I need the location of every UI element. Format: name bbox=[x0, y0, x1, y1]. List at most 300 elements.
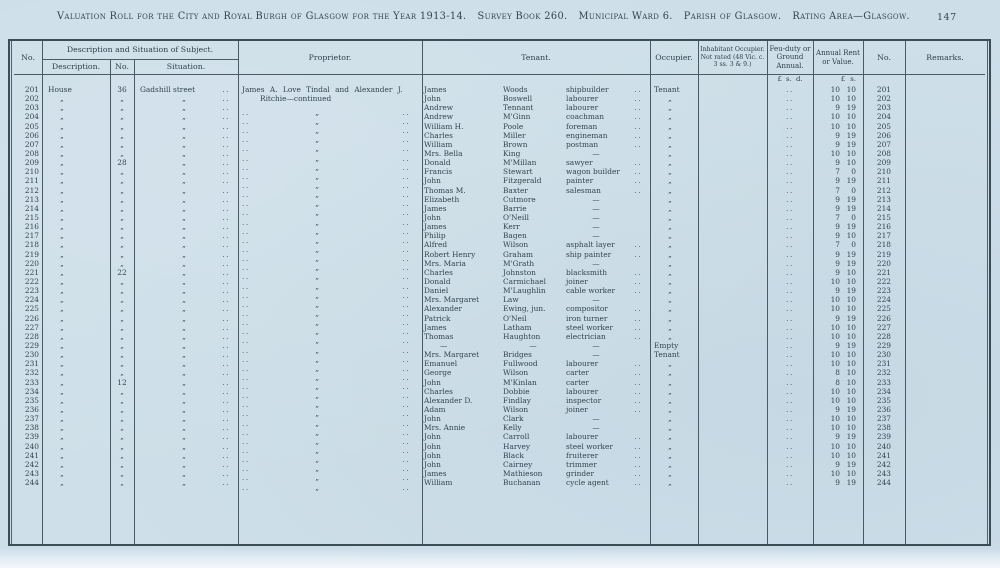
cell-tenant-occupation: — bbox=[592, 350, 600, 360]
cell-rent-pounds: 8 bbox=[835, 368, 840, 378]
cell-tenant-occupation: iron turner bbox=[566, 313, 608, 323]
proprietor-right-dots: .. bbox=[402, 436, 410, 446]
cell-entry-no-right: 204 bbox=[876, 112, 891, 122]
cell-tenant-forename: John bbox=[424, 176, 441, 186]
header-description-group: Description and Situation of Subject. bbox=[66, 45, 214, 55]
cell-description: „ bbox=[60, 414, 64, 424]
cell-description: „ bbox=[60, 432, 64, 442]
cell-tenant-forename: Alexander D. bbox=[424, 395, 473, 405]
proprietor-right-dots: .. bbox=[402, 281, 410, 291]
cell-occupier: „ bbox=[668, 277, 672, 287]
cell-tenant-occupation: sawyer bbox=[566, 158, 593, 168]
cell-tenant-occupation: cable worker bbox=[566, 286, 616, 296]
proprietor-text: „ bbox=[315, 135, 320, 145]
proprietor-left-dots: .. bbox=[242, 372, 250, 382]
situation-leader-dots: .. bbox=[222, 213, 230, 223]
cell-street-no: „ bbox=[120, 322, 124, 332]
tenant-leader-dots: .. bbox=[634, 121, 642, 131]
situation-leader-dots: .. bbox=[222, 203, 230, 213]
cell-rent-shillings: 10 bbox=[846, 468, 856, 478]
cell-street-no: „ bbox=[120, 213, 124, 223]
cell-rent-pounds: 9 bbox=[835, 267, 840, 277]
cell-situation bbox=[134, 122, 238, 131]
cell-tenant-occupation: — bbox=[592, 258, 600, 268]
proprietor-text: „ bbox=[315, 363, 320, 373]
cell-description: „ bbox=[60, 231, 64, 241]
proprietor-left-dots: .. bbox=[242, 107, 250, 117]
cell-situation bbox=[134, 460, 238, 469]
proprietor-left-dots: .. bbox=[242, 446, 250, 456]
cell-feu-duty: .. bbox=[786, 459, 794, 469]
cell-tenant-surname: Miller bbox=[503, 130, 526, 140]
cell-rent-shillings: 0 bbox=[851, 185, 856, 195]
cell-entry-no-right: 232 bbox=[876, 368, 891, 378]
proprietor-right-dots: .. bbox=[402, 254, 410, 264]
situation-leader-dots: .. bbox=[222, 267, 230, 277]
cell-tenant-forename: Thomas bbox=[424, 331, 454, 341]
proprietor-right-dots: .. bbox=[402, 455, 410, 465]
proprietor-left-dots: .. bbox=[242, 153, 250, 163]
cell-rent-shillings: 10 bbox=[846, 121, 856, 131]
situation-text: „ bbox=[182, 176, 186, 186]
cell-tenant-forename: Charles bbox=[424, 130, 453, 140]
cell-occupier: „ bbox=[668, 249, 672, 259]
proprietor-right-dots: .. bbox=[402, 336, 410, 346]
proprietor-left-dots: .. bbox=[242, 199, 250, 209]
cell-tenant-surname: Law bbox=[503, 295, 519, 305]
cell-tenant-forename: Elizabeth bbox=[424, 194, 460, 204]
feu-units-label: £ s. d. bbox=[777, 75, 803, 83]
cell-tenant-occupation: — bbox=[592, 341, 600, 350]
cell-description: „ bbox=[60, 359, 64, 369]
cell-entry-no-right: 221 bbox=[876, 267, 891, 277]
proprietor-text: „ bbox=[315, 254, 320, 264]
cell-entry-no: 243 bbox=[24, 468, 39, 478]
cell-situation bbox=[134, 158, 238, 167]
tenant-leader-dots: .. bbox=[634, 277, 642, 287]
cell-feu-duty: .. bbox=[786, 395, 794, 405]
cell-feu-duty: .. bbox=[786, 368, 794, 378]
proprietor-left-dots: .. bbox=[242, 363, 250, 373]
situation-text: „ bbox=[182, 478, 186, 488]
cell-rent-shillings: 19 bbox=[846, 341, 856, 350]
cell-tenant-surname: Clark bbox=[503, 414, 524, 424]
cell-description: „ bbox=[60, 121, 64, 131]
cell-entry-no-right: 224 bbox=[876, 295, 891, 305]
cell-feu-duty: .. bbox=[786, 130, 794, 140]
cell-feu-duty: .. bbox=[786, 386, 794, 396]
cell-feu-duty: .. bbox=[786, 94, 794, 104]
cell-street-no: „ bbox=[120, 176, 124, 186]
cell-tenant-surname: Harvey bbox=[503, 441, 531, 451]
proprietor-left-dots: .. bbox=[242, 135, 250, 145]
cell-street-no: „ bbox=[120, 130, 124, 140]
tenant-leader-dots: .. bbox=[634, 450, 642, 460]
cell-street-no: „ bbox=[120, 414, 124, 424]
valuation-table bbox=[8, 39, 991, 546]
cell-rent-pounds: 9 bbox=[835, 176, 840, 186]
situation-text: „ bbox=[182, 277, 186, 287]
cell-street-no: „ bbox=[120, 222, 124, 232]
situation-text: „ bbox=[182, 359, 186, 369]
cell-occupier: „ bbox=[668, 258, 672, 268]
cell-entry-no: 214 bbox=[24, 203, 39, 213]
cell-entry-no: 218 bbox=[24, 240, 39, 250]
cell-description: „ bbox=[60, 94, 64, 104]
cell-occupier: „ bbox=[668, 368, 672, 378]
cell-rent-pounds: 10 bbox=[830, 121, 840, 131]
cell-tenant-occupation: joiner bbox=[566, 277, 588, 287]
situation-leader-dots: .. bbox=[222, 277, 230, 287]
cell-tenant-occupation: — bbox=[592, 295, 600, 305]
situation-leader-dots: .. bbox=[222, 368, 230, 378]
cell-tenant-surname: Carroll bbox=[503, 432, 530, 442]
cell-occupier: „ bbox=[668, 295, 672, 305]
cell-rent-pounds: 9 bbox=[835, 459, 840, 469]
cell-rent-shillings: 10 bbox=[846, 331, 856, 341]
cell-occupier: „ bbox=[668, 395, 672, 405]
situation-text: „ bbox=[182, 459, 186, 469]
proprietor-text: „ bbox=[315, 263, 320, 273]
proprietor-right-dots: .. bbox=[402, 116, 410, 126]
situation-text: „ bbox=[182, 240, 186, 250]
cell-situation bbox=[134, 112, 238, 121]
cell-street-no: „ bbox=[120, 167, 124, 177]
proprietor-right-dots: .. bbox=[402, 107, 410, 117]
cell-entry-no: 222 bbox=[24, 277, 39, 287]
cell-entry-no-right: 244 bbox=[876, 478, 891, 488]
cell-situation bbox=[134, 332, 238, 341]
cell-entry-no: 240 bbox=[24, 441, 39, 451]
cell-rent-pounds: 10 bbox=[830, 112, 840, 122]
proprietor-right-dots: .. bbox=[402, 244, 410, 254]
cell-entry-no-right: 222 bbox=[876, 277, 891, 287]
situation-leader-dots: .. bbox=[222, 194, 230, 204]
situation-text: „ bbox=[182, 295, 186, 305]
cell-feu-duty: .. bbox=[786, 167, 794, 177]
situation-text: „ bbox=[182, 368, 186, 378]
cell-entry-no-right: 230 bbox=[876, 350, 891, 360]
proprietor-right-dots: .. bbox=[402, 464, 410, 474]
cell-street-no: „ bbox=[120, 368, 124, 378]
cell-tenant-forename: Charles bbox=[424, 386, 453, 396]
cell-situation bbox=[134, 204, 238, 213]
cell-entry-no-right: 228 bbox=[876, 331, 891, 341]
tenant-leader-dots: .. bbox=[634, 478, 642, 488]
situation-leader-dots: .. bbox=[222, 112, 230, 122]
cell-occupier: „ bbox=[668, 441, 672, 451]
cell-rent-shillings: 10 bbox=[846, 395, 856, 405]
cell-tenant-occupation: steel worker bbox=[566, 441, 613, 451]
cell-occupier: „ bbox=[668, 112, 672, 122]
cell-tenant-forename: Donald bbox=[424, 277, 451, 287]
cell-tenant-occupation: foreman bbox=[566, 121, 598, 131]
cell-description: „ bbox=[60, 341, 64, 350]
proprietor-right-dots: .. bbox=[402, 235, 410, 245]
situation-leader-dots: .. bbox=[222, 468, 230, 478]
cell-entry-no-right: 233 bbox=[876, 377, 891, 387]
cell-tenant-occupation: salesman bbox=[566, 185, 601, 195]
cell-tenant-forename: Mrs. Bella bbox=[424, 149, 463, 159]
header-no-right: No. bbox=[877, 52, 891, 62]
proprietor-left-dots: .. bbox=[242, 116, 250, 126]
cell-rent-pounds: 9 bbox=[835, 130, 840, 140]
units-row bbox=[14, 74, 985, 85]
cell-tenant-surname: Cairney bbox=[503, 459, 533, 469]
situation-leader-dots: .. bbox=[222, 231, 230, 241]
situation-text: „ bbox=[182, 112, 186, 122]
cell-description: „ bbox=[60, 404, 64, 414]
cell-tenant-forename: Mrs. Annie bbox=[424, 423, 466, 433]
cell-occupier: „ bbox=[668, 404, 672, 414]
cell-rent-pounds: 10 bbox=[830, 322, 840, 332]
cell-feu-duty: .. bbox=[786, 350, 794, 360]
proprietor-text: „ bbox=[315, 418, 320, 428]
cell-occupier: „ bbox=[668, 103, 672, 113]
tenant-leader-dots: .. bbox=[634, 331, 642, 341]
cell-description: „ bbox=[60, 395, 64, 405]
situation-text: „ bbox=[182, 450, 186, 460]
cell-entry-no: 236 bbox=[24, 404, 39, 414]
proprietor-left-dots: .. bbox=[242, 299, 250, 309]
situation-text: „ bbox=[182, 322, 186, 332]
cell-entry-no: 237 bbox=[24, 414, 39, 424]
cell-rent-pounds: 10 bbox=[830, 441, 840, 451]
cell-occupier: „ bbox=[668, 139, 672, 149]
cell-description: „ bbox=[60, 468, 64, 478]
cell-description: „ bbox=[60, 130, 64, 140]
cell-tenant-surname: Carmichael bbox=[503, 277, 547, 287]
header-remarks: Remarks. bbox=[926, 52, 964, 62]
cell-feu-duty: .. bbox=[786, 377, 794, 387]
cell-situation bbox=[134, 277, 238, 286]
proprietor-left-dots: .. bbox=[242, 254, 250, 264]
situation-leader-dots: .. bbox=[222, 414, 230, 424]
proprietor-right-dots: .. bbox=[402, 144, 410, 154]
proprietor-text: „ bbox=[315, 482, 320, 492]
cell-tenant-occupation: — bbox=[592, 213, 600, 223]
situation-text: „ bbox=[182, 167, 186, 177]
cell-tenant-occupation: inspector bbox=[566, 395, 602, 405]
cell-tenant-surname: Black bbox=[503, 450, 524, 460]
cell-rent-shillings: 19 bbox=[846, 404, 856, 414]
cell-tenant-occupation: — bbox=[592, 423, 600, 433]
cell-description: „ bbox=[60, 213, 64, 223]
cell-entry-no: 244 bbox=[24, 478, 39, 488]
cell-situation bbox=[134, 103, 238, 112]
cell-tenant-occupation: carter bbox=[566, 368, 589, 378]
cell-tenant-forename: James bbox=[424, 468, 447, 478]
cell-rent-shillings: 0 bbox=[851, 240, 856, 250]
tenant-leader-dots: .. bbox=[634, 404, 642, 414]
proprietor-right-dots: .. bbox=[402, 345, 410, 355]
situation-leader-dots: .. bbox=[222, 441, 230, 451]
situation-leader-dots: .. bbox=[222, 103, 230, 113]
cell-entry-no: 213 bbox=[24, 194, 39, 204]
cell-situation bbox=[134, 323, 238, 332]
situation-leader-dots: .. bbox=[222, 94, 230, 104]
cell-tenant-surname: Poole bbox=[503, 121, 524, 131]
situation-text: „ bbox=[182, 304, 186, 314]
cell-feu-duty: .. bbox=[786, 103, 794, 113]
cell-street-no: „ bbox=[120, 313, 124, 323]
cell-feu-duty: .. bbox=[786, 341, 794, 350]
situation-leader-dots: .. bbox=[222, 249, 230, 259]
cell-feu-duty: .. bbox=[786, 203, 794, 213]
proprietor-right-dots: .. bbox=[402, 226, 410, 236]
cell-tenant-surname: Graham bbox=[503, 249, 534, 259]
cell-entry-no: 204 bbox=[24, 112, 39, 122]
tenant-leader-dots: .. bbox=[634, 158, 642, 168]
situation-text: „ bbox=[182, 258, 186, 268]
situation-text: „ bbox=[182, 185, 186, 195]
cell-entry-no: 231 bbox=[24, 359, 39, 369]
cell-situation bbox=[134, 231, 238, 240]
cell-street-no: „ bbox=[120, 359, 124, 369]
cell-tenant-occupation: — bbox=[592, 414, 600, 424]
situation-leader-dots: .. bbox=[222, 130, 230, 140]
tenant-leader-dots: .. bbox=[634, 304, 642, 314]
cell-feu-duty: .. bbox=[786, 249, 794, 259]
cell-tenant-occupation: postman bbox=[566, 139, 599, 149]
cell-rent-pounds: 9 bbox=[835, 231, 840, 241]
situation-leader-dots: .. bbox=[222, 304, 230, 314]
cell-situation bbox=[134, 240, 238, 249]
cell-rent-pounds: 10 bbox=[830, 414, 840, 424]
proprietor-left-dots: .. bbox=[242, 436, 250, 446]
cell-occupier: „ bbox=[668, 213, 672, 223]
cell-rent-shillings: 10 bbox=[846, 149, 856, 159]
cell-rent-pounds: 7 bbox=[835, 185, 840, 195]
proprietor-text: „ bbox=[315, 308, 320, 318]
cell-tenant-surname: Bridges bbox=[503, 350, 532, 360]
cell-entry-no: 209 bbox=[24, 158, 39, 168]
situation-leader-dots: .. bbox=[222, 258, 230, 268]
cell-description: „ bbox=[60, 258, 64, 268]
tenant-leader-dots: .. bbox=[634, 432, 642, 442]
cell-tenant-occupation: shipbuilder bbox=[566, 85, 609, 95]
cell-situation bbox=[134, 423, 238, 432]
cell-entry-no: 208 bbox=[24, 149, 39, 159]
cell-tenant-surname: Baxter bbox=[503, 185, 528, 195]
title-segment: Survey Book 260. bbox=[477, 11, 568, 22]
cell-entry-no-right: 203 bbox=[876, 103, 891, 113]
cell-entry-no-right: 227 bbox=[876, 322, 891, 332]
proprietor-text: „ bbox=[315, 272, 320, 282]
cell-feu-duty: .. bbox=[786, 194, 794, 204]
page-title bbox=[57, 11, 932, 22]
cell-tenant-forename: Donald bbox=[424, 158, 451, 168]
situation-leader-dots: .. bbox=[222, 85, 230, 95]
cell-entry-no: 225 bbox=[24, 304, 39, 314]
cell-street-no: „ bbox=[120, 331, 124, 341]
header-proprietor: Proprietor. bbox=[308, 52, 352, 62]
cell-street-no: „ bbox=[120, 149, 124, 159]
cell-occupier: „ bbox=[668, 130, 672, 140]
proprietor-right-dots: .. bbox=[402, 418, 410, 428]
proprietor-text: „ bbox=[315, 281, 320, 291]
cell-situation bbox=[134, 350, 238, 359]
proprietor-left-dots: .. bbox=[242, 290, 250, 300]
cell-rent-pounds: 9 bbox=[835, 139, 840, 149]
proprietor-left-dots: .. bbox=[242, 208, 250, 218]
cell-street-no: 22 bbox=[117, 267, 127, 277]
cell-rent-pounds: 10 bbox=[830, 277, 840, 287]
cell-occupier: „ bbox=[668, 94, 672, 104]
proprietor-right-dots: .. bbox=[402, 308, 410, 318]
proprietor-right-dots: .. bbox=[402, 126, 410, 136]
cell-tenant-surname: M'Millan bbox=[503, 158, 537, 168]
proprietor-left-dots: .. bbox=[242, 418, 250, 428]
situation-text: „ bbox=[182, 222, 186, 232]
cell-tenant-forename: Andrew bbox=[424, 103, 454, 113]
cell-rent-pounds: 10 bbox=[830, 359, 840, 369]
proprietor-right-dots: .. bbox=[402, 400, 410, 410]
situation-text: „ bbox=[182, 139, 186, 149]
proprietor-right-dots: .. bbox=[402, 482, 410, 492]
proprietor-left-dots: .. bbox=[242, 482, 250, 492]
cell-description: „ bbox=[60, 222, 64, 232]
title-segment: Rating Area—Glasgow. bbox=[792, 11, 911, 22]
proprietor-text: „ bbox=[315, 446, 320, 456]
cell-street-no: „ bbox=[120, 139, 124, 149]
cell-street-no: „ bbox=[120, 203, 124, 213]
situation-leader-dots: .. bbox=[222, 149, 230, 159]
cell-tenant-forename: John bbox=[424, 377, 441, 387]
cell-street-no: „ bbox=[120, 112, 124, 122]
cell-rent-shillings: 10 bbox=[846, 350, 856, 360]
cell-rent-shillings: 19 bbox=[846, 258, 856, 268]
cell-tenant-forename: Emanuel bbox=[424, 359, 458, 369]
cell-occupier: „ bbox=[668, 459, 672, 469]
proprietor-text: „ bbox=[315, 226, 320, 236]
cell-entry-no-right: 218 bbox=[876, 240, 891, 250]
cell-tenant-occupation: cycle agent bbox=[566, 478, 609, 488]
cell-occupier: „ bbox=[668, 322, 672, 332]
cell-entry-no-right: 223 bbox=[876, 286, 891, 296]
situation-text: „ bbox=[182, 468, 186, 478]
cell-rent-pounds: 10 bbox=[830, 149, 840, 159]
situation-text: „ bbox=[182, 103, 186, 113]
situation-leader-dots: .. bbox=[222, 395, 230, 405]
cell-feu-duty: .. bbox=[786, 295, 794, 305]
cell-tenant-forename: Daniel bbox=[424, 286, 449, 296]
cell-tenant-occupation: fruiterer bbox=[566, 450, 599, 460]
cell-entry-no: 233 bbox=[24, 377, 39, 387]
cell-tenant-forename: Mrs. Margaret bbox=[424, 350, 480, 360]
cell-tenant-surname: Dobbie bbox=[503, 386, 530, 396]
situation-leader-dots: .. bbox=[222, 359, 230, 369]
situation-text: „ bbox=[182, 194, 186, 204]
cell-occupier: „ bbox=[668, 331, 672, 341]
header-annual-rent: Annual Rent or Value. bbox=[816, 49, 860, 66]
proprietor-text: „ bbox=[315, 318, 320, 328]
page-bottom-edge bbox=[0, 548, 1000, 568]
cell-entry-no: 215 bbox=[24, 213, 39, 223]
cell-feu-duty: .. bbox=[786, 359, 794, 369]
title-segment: Municipal Ward 6. bbox=[578, 11, 673, 22]
cell-tenant-forename: Alexander bbox=[424, 304, 463, 314]
situation-text: „ bbox=[182, 341, 186, 350]
table-body bbox=[14, 85, 985, 492]
cell-situation bbox=[134, 176, 238, 185]
proprietor-right-dots: .. bbox=[402, 153, 410, 163]
cell-feu-duty: .. bbox=[786, 112, 794, 122]
cell-entry-no-right: 205 bbox=[876, 121, 891, 131]
proprietor-right-dots: .. bbox=[402, 391, 410, 401]
cell-tenant-surname: Bagen bbox=[503, 231, 527, 241]
cell-description: „ bbox=[60, 139, 64, 149]
